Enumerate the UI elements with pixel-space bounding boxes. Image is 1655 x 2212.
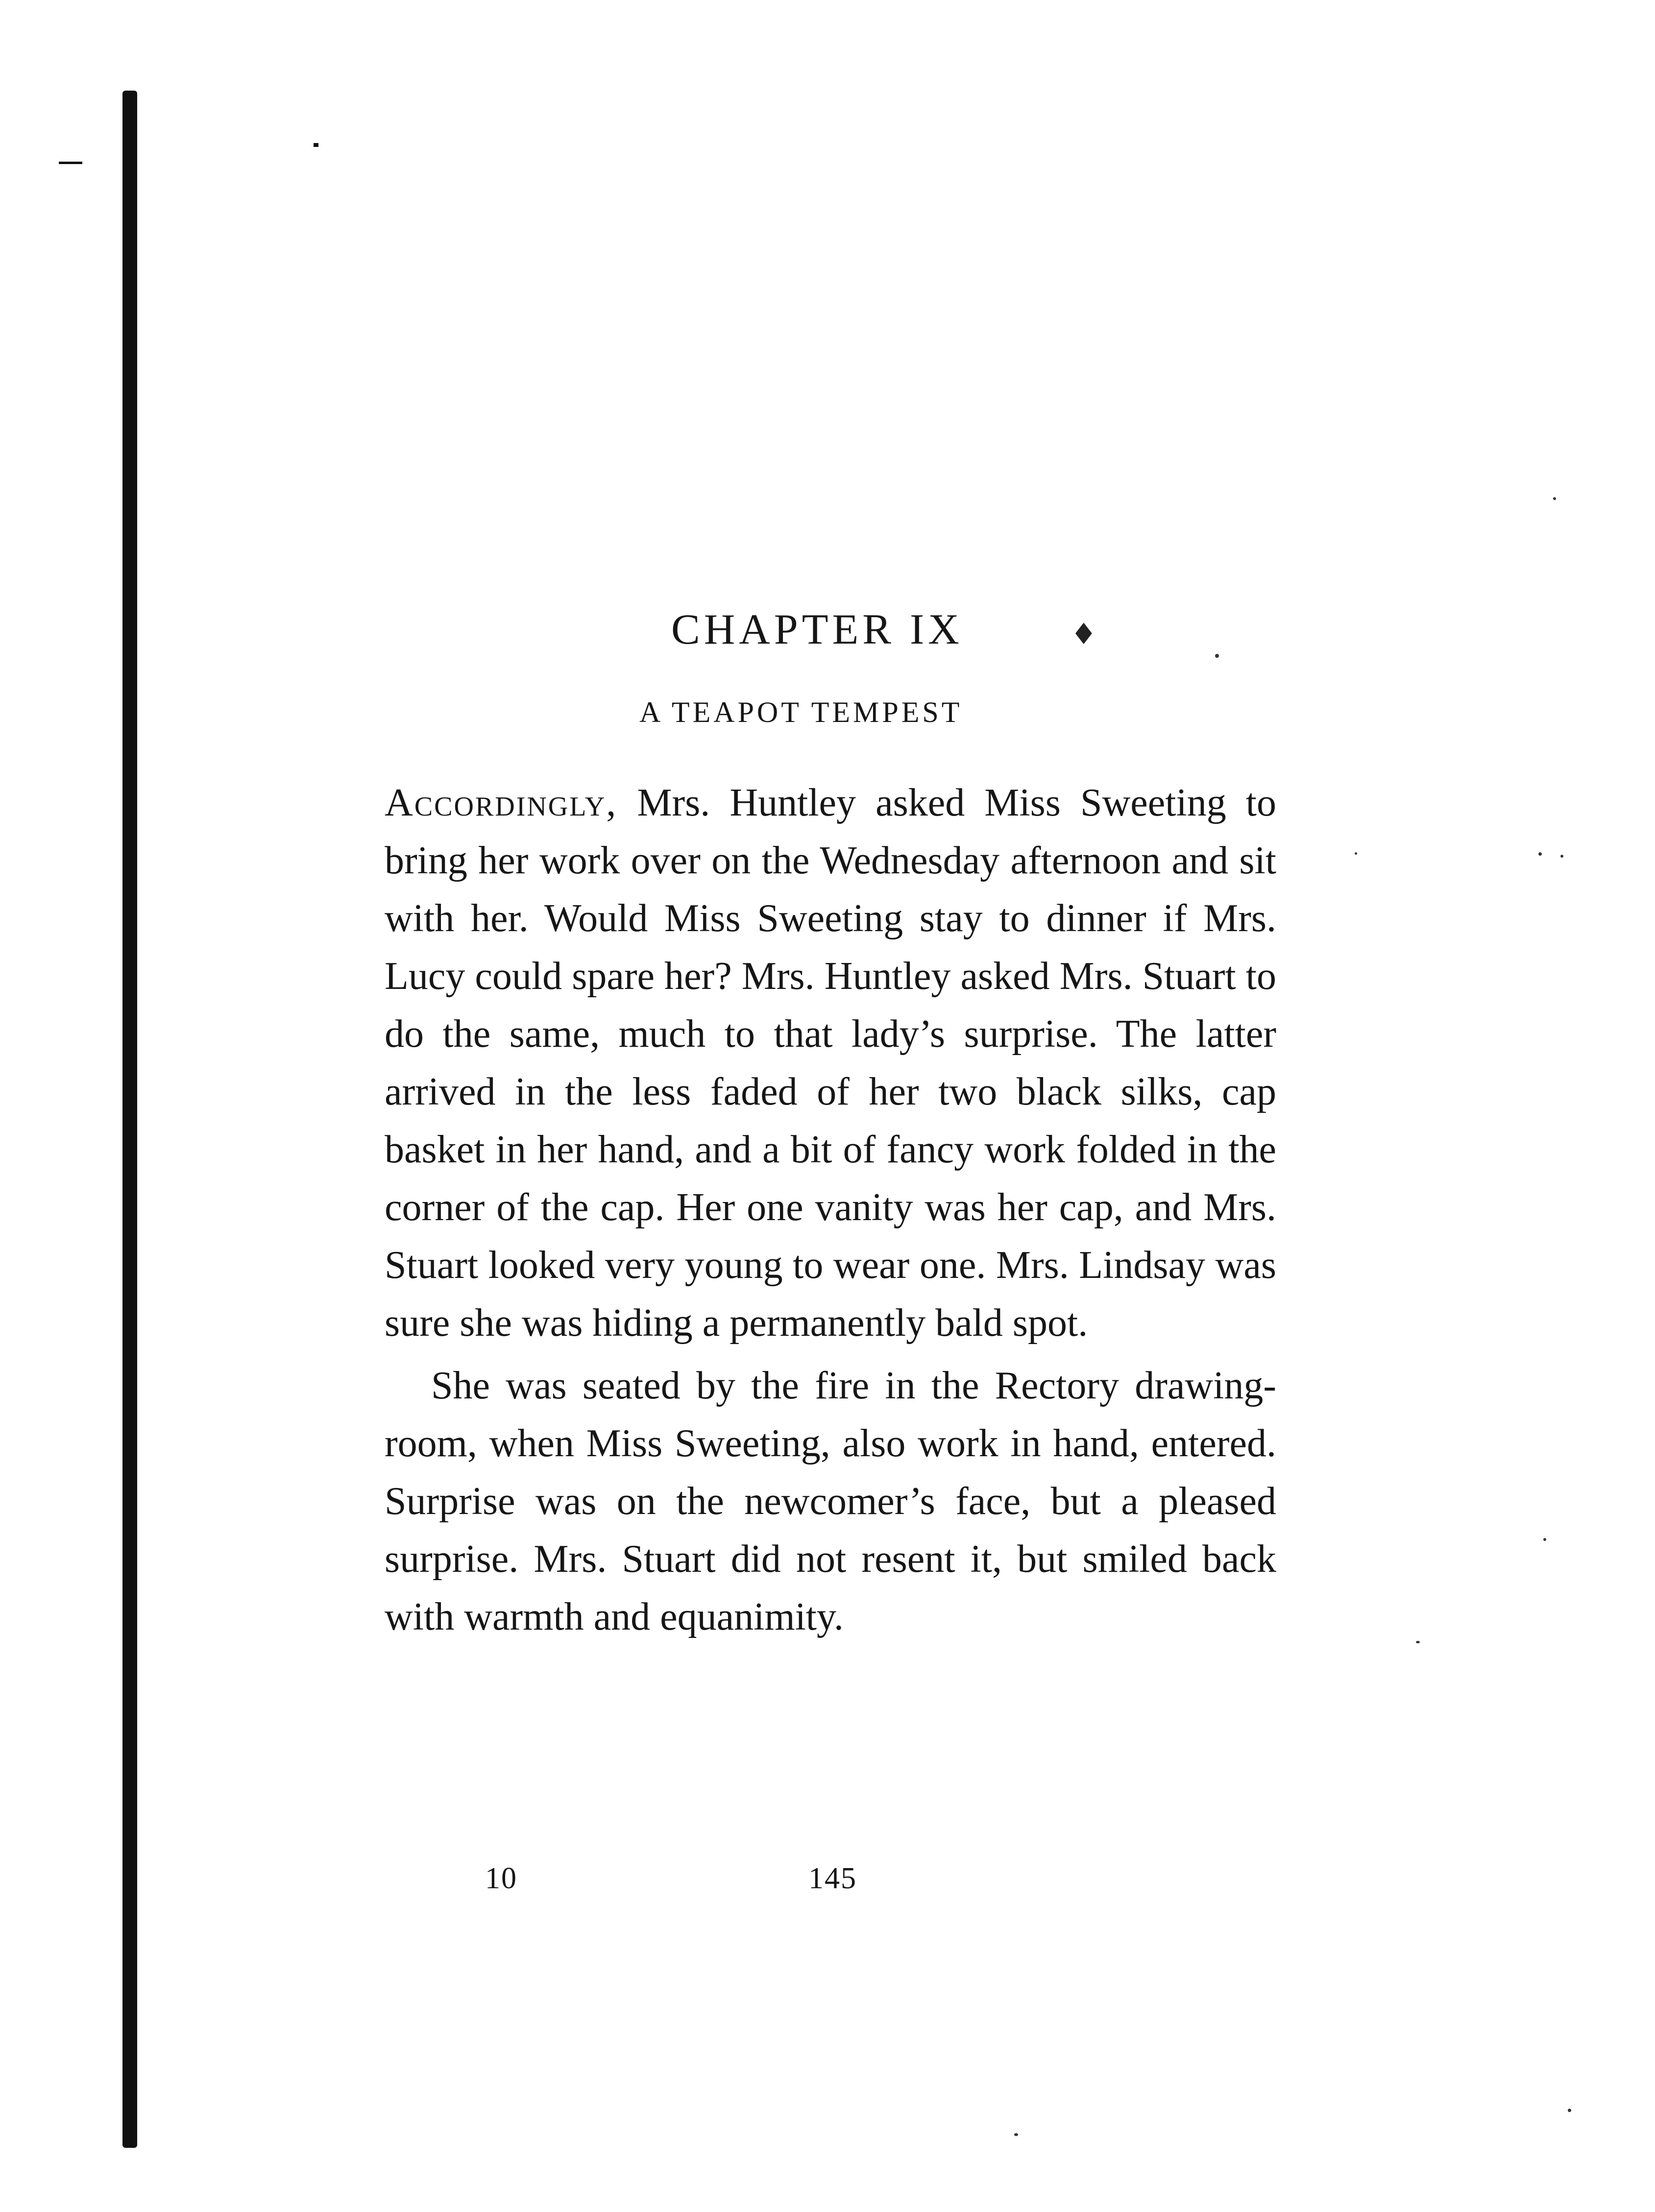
- signature-mark: 10: [485, 1862, 517, 1895]
- scan-speck: [1416, 1641, 1420, 1643]
- paragraph-lead-word: Accordingly,: [385, 781, 618, 824]
- paragraph-2: [385, 1357, 1276, 1646]
- page-number: 145: [808, 1862, 857, 1895]
- binding-notch: [314, 143, 318, 147]
- ornament-mark: ♦: [1071, 617, 1097, 651]
- scan-speck: [1538, 852, 1542, 856]
- scan-speck: [1560, 855, 1563, 858]
- scan-speck: [1543, 1538, 1546, 1541]
- binding-edge: [122, 91, 137, 2148]
- chapter-title: CHAPTER IX: [671, 606, 963, 653]
- scan-speck: [1355, 852, 1357, 855]
- scan-speck: [1014, 2133, 1018, 2136]
- paragraph-1: [385, 774, 1276, 1352]
- chapter-subtitle: A TEAPOT TEMPEST: [639, 696, 963, 728]
- binding-notch: [59, 162, 82, 164]
- scan-speck: [1215, 654, 1219, 658]
- scan-speck: [1568, 2109, 1571, 2112]
- paragraph-2-text: She was seated by the fire in the Rectory drawing-room, when Miss Sweeting, also work in hand, entered. Surprise was on the newcomer’s face, but a pleased surprise. Mrs. Stuart did not resent it, but smiled back with warmth and equanimity.: [385, 1364, 1276, 1638]
- chapter-body: [385, 774, 1276, 1646]
- paragraph-1-text: Mrs. Huntley asked Miss Sweeting to bring her work over on the Wednesday afternoon and sit with her. Would Miss Sweeting stay to dinner if Mrs. Lucy could spare her? Mrs. Huntley asked Mrs. Stuart to do the same, much to that lady’s surprise. The latter arrived in the less faded of her two black silks, cap basket in her hand, and a bit of fancy work folded in the corner of the cap. Her one vanity was her cap, and Mrs. Stuart looked very young to wear one. Mrs. Lindsay was sure she was hiding a permanently bald spot.: [385, 781, 1276, 1345]
- scan-speck: [1553, 497, 1556, 500]
